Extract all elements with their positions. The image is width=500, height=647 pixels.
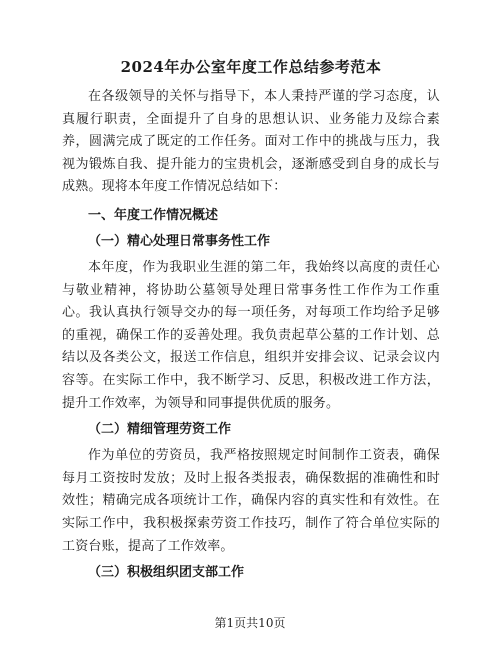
paragraph-daily-affairs: 本年度，作为我职业生涯的第二年，我始终以高度的责任心与敬业精神，将协助公墓领导处理日常事务性工作作为工作重心。我认真执行领导交办的每一项任务，对每项工作均给予足够的重视，确保工作的妥善处理。我负责起草公墓的工作计划、总结以及各类公文，报送工作信息，组织并安排会议、记录会议内容等。在实际工作中，我不断学习、反思，积极改进工作方法，提升工作效率，为领导和同事提供优质的服务。	[62, 259, 440, 411]
section-heading-overview: 一、年度工作情况概述	[88, 207, 219, 223]
subsection-heading-league-branch: （三）积极组织团支部工作	[88, 565, 245, 581]
intro-paragraph: 在各级领导的关怀与指导下，本人秉持严谨的学习态度，认真履行职责，全面提升了自身的思想认识、业务能力及综合素养，圆满完成了既定的工作任务。面对工作中的挑战与压力，我视为锻炼自我、提升能力的宝贵机会，逐渐感受到自身的成长与成熟。现将本年度工作情况总结如下：	[62, 89, 440, 195]
document-title: 2024年办公室年度工作总结参考范本	[120, 58, 382, 76]
subsection-heading-payroll: （二）精细管理劳资工作	[88, 422, 232, 438]
page-number-footer: 第1页共10页	[214, 616, 286, 630]
subsection-heading-daily-affairs: （一）精心处理日常事务性工作	[88, 233, 271, 249]
paragraph-payroll: 作为单位的劳资员，我严格按照规定时间制作工资表，确保每月工资按时发放；及时上报各类报表，确保数据的准确性和时效性；精确完成各项统计工作，确保内容的真实性和有效性。在实际工作中，我积极探索劳资工作技巧，制作了符合单位实际的工资台账，提高了工作效率。	[62, 448, 440, 554]
